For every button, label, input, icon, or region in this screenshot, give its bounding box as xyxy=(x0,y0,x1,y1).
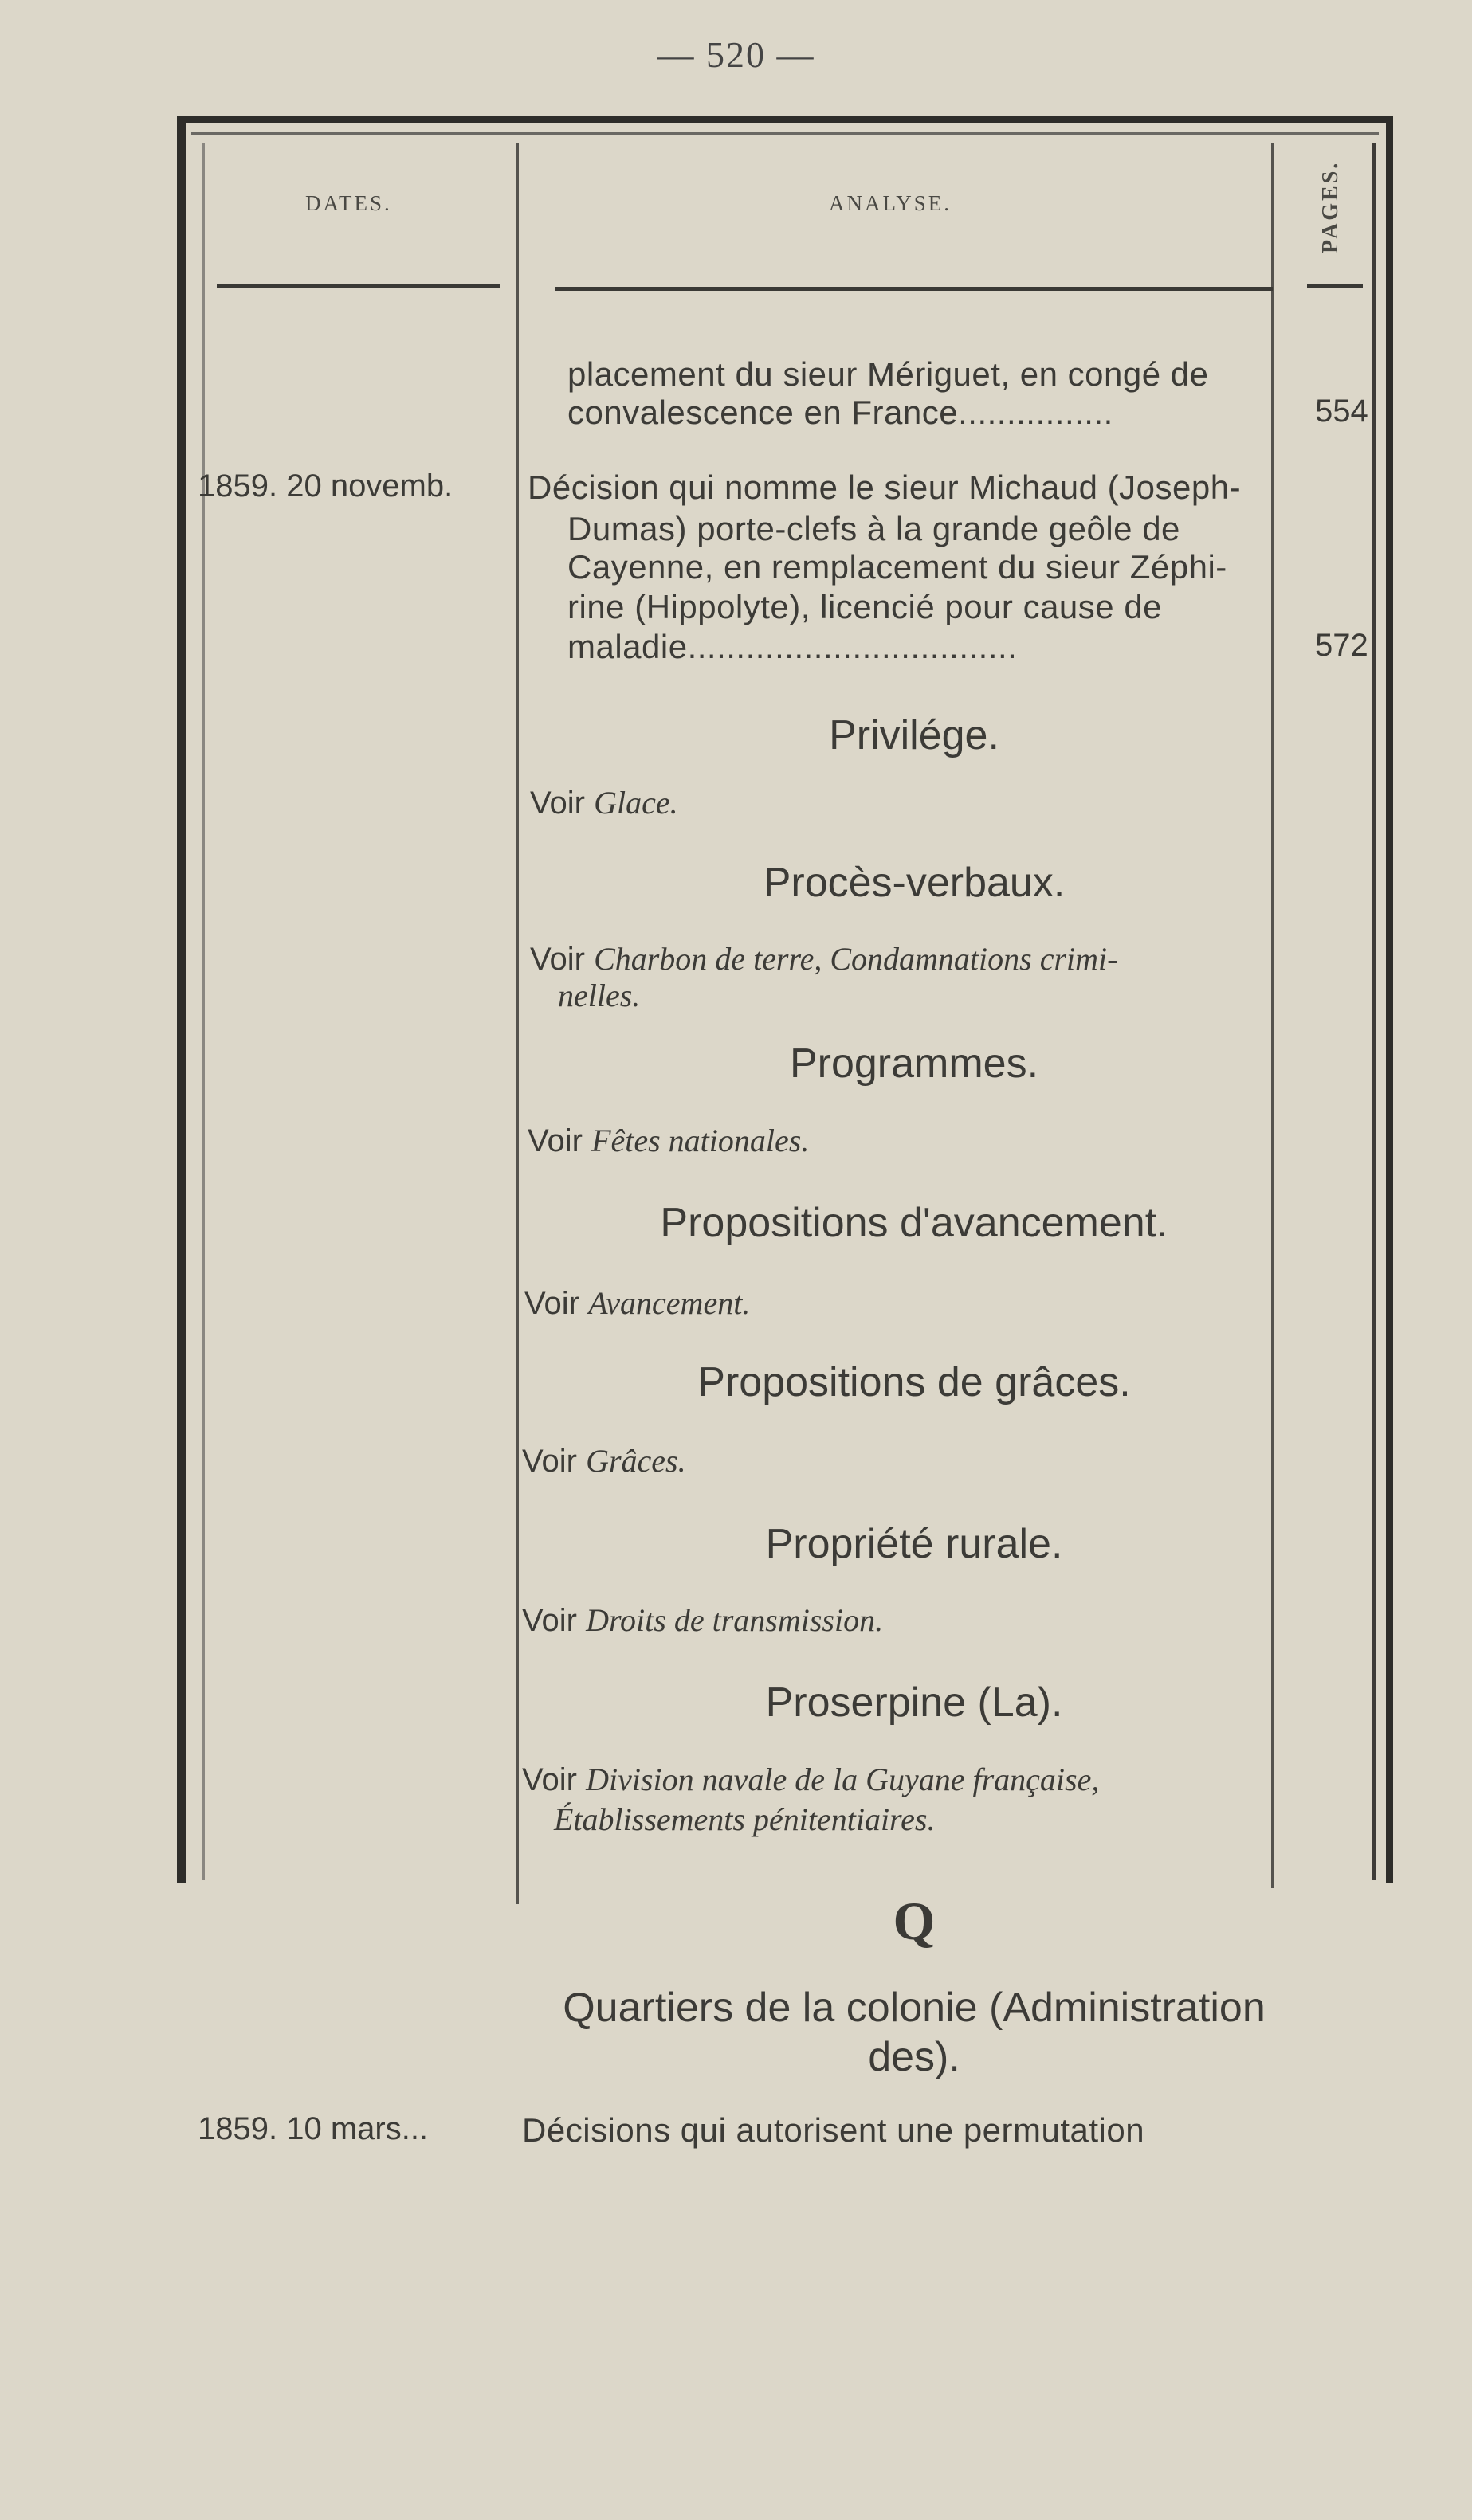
header-rule-dates xyxy=(217,284,500,288)
entry-text-line: Cayenne, en remplacement du sieur Zéphi- xyxy=(567,548,1227,586)
entry-text-line: placement du sieur Mériguet, en congé de xyxy=(567,355,1209,393)
header-dates: DATES. xyxy=(305,191,392,215)
header-rule-analyse xyxy=(555,287,1273,291)
entry-text-line: maladie.................................. xyxy=(567,628,1018,665)
entry-text-line: Décisions qui autorisent une permutation xyxy=(522,2111,1145,2149)
left-inner-rule xyxy=(202,143,205,1880)
entry-page-number: 554 xyxy=(1315,394,1368,429)
header-analyse: ANALYSE. xyxy=(829,191,952,215)
section-heading: Procès-verbaux. xyxy=(763,860,1066,906)
section-heading: Quartiers de la colonie (Administration xyxy=(563,1985,1266,2031)
see-also-line: Voir Division navale de la Guyane française, xyxy=(522,1762,1100,1797)
pages-column-divider xyxy=(1271,143,1274,1888)
section-heading: Programmes. xyxy=(789,1041,1039,1087)
section-heading-continuation: des). xyxy=(868,2034,960,2080)
alphabet-letter-heading: Q xyxy=(893,1891,936,1951)
entry-text-line: rine (Hippolyte), licencié pour cause de xyxy=(567,588,1163,625)
see-also-line: Voir Charbon de terre, Condamnations crimi- xyxy=(530,941,1118,977)
section-heading: Propositions d'avancement. xyxy=(660,1200,1168,1246)
dates-column-divider xyxy=(516,143,519,1904)
right-inner-rule xyxy=(1372,143,1376,1880)
entry-text-line: Décision qui nomme le sieur Michaud (Joseph- xyxy=(528,468,1242,506)
header-pages: PAGES. xyxy=(1318,160,1343,254)
see-also-line: Voir Grâces. xyxy=(522,1443,686,1479)
see-also-line: Voir Glace. xyxy=(530,785,678,821)
section-heading: Propriété rurale. xyxy=(765,1521,1063,1567)
section-heading: Privilége. xyxy=(829,712,999,758)
entry-page-number: 572 xyxy=(1315,628,1368,663)
section-heading: Propositions de grâces. xyxy=(697,1359,1131,1405)
page-number: — 520 — xyxy=(657,34,815,75)
see-also-continuation: nelles. xyxy=(558,978,641,1013)
header-rule-pages xyxy=(1307,284,1363,288)
see-also-line: Voir Droits de transmission. xyxy=(522,1602,884,1638)
entry-date: 1859. 10 mars... xyxy=(198,2111,429,2146)
table-inner-top-rule xyxy=(191,132,1379,135)
entry-date: 1859. 20 novemb. xyxy=(198,468,453,504)
entry-text-line: convalescence en France................ xyxy=(567,394,1113,431)
see-also-line: Voir Avancement. xyxy=(524,1285,751,1321)
section-heading: Proserpine (La). xyxy=(765,1679,1063,1726)
see-also-line: Voir Fêtes nationales. xyxy=(528,1123,810,1158)
entry-text-line: Dumas) porte-clefs à la grande geôle de xyxy=(567,510,1180,547)
see-also-continuation: Établissements pénitentiaires. xyxy=(554,1801,936,1837)
